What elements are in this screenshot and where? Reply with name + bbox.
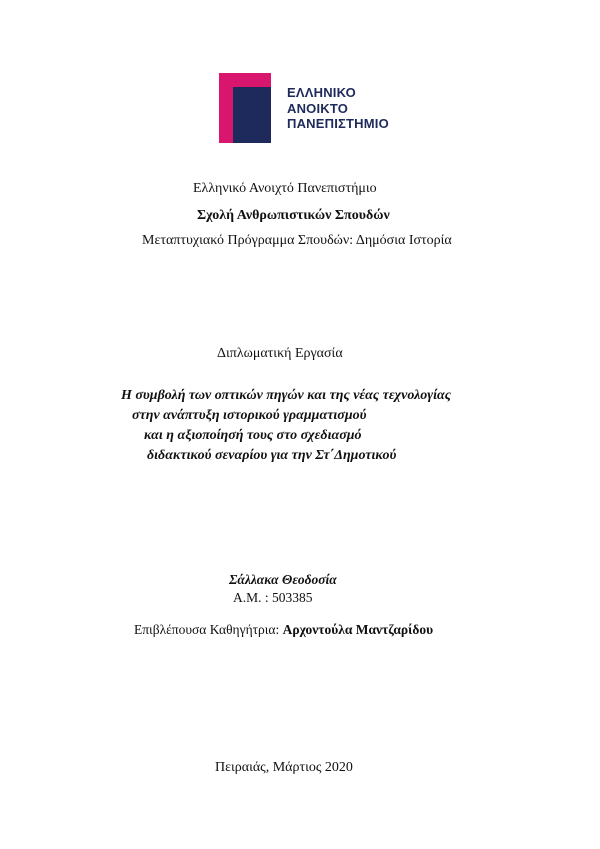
title-line-2: στην ανάπτυξη ιστορικού γραμματισμού	[132, 408, 367, 423]
logo-mark-icon	[219, 73, 281, 143]
supervisor-label: Επιβλέπουσα Καθηγήτρια:	[134, 622, 280, 637]
university-name: Ελληνικό Ανοιχτό Πανεπιστήμιο	[193, 181, 377, 196]
school-name: Σχολή Ανθρωπιστικών Σπουδών	[197, 208, 390, 223]
document-type: Διπλωματική Εργασία	[217, 346, 343, 361]
logo-wordmark	[287, 85, 389, 132]
author-name: Σάλλακα Θεοδοσία	[229, 572, 337, 587]
university-logo	[219, 73, 409, 143]
logo-line-1: ΕΛΛΗΝΙΚΟ	[287, 85, 356, 100]
place-date: Πειραιάς, Μάρτιος 2020	[215, 760, 353, 775]
supervisor-line	[134, 622, 433, 638]
student-id: Α.Μ. : 503385	[233, 590, 313, 605]
title-line-3: και η αξιοποίησή τους στο σχεδιασμό	[144, 428, 362, 443]
title-line-1: Η συμβολή των οπτικών πηγών και της νέας τεχνολογίας	[121, 388, 451, 403]
title-line-4: διδακτικού σεναρίου για την Στ΄Δημοτικού	[147, 448, 397, 463]
logo-line-2: ΑΝΟΙΚΤΟ	[287, 100, 349, 116]
program-name: Μεταπτυχιακό Πρόγραμμα Σπουδών: Δημόσια Ιστορία	[142, 233, 452, 248]
logo-line-3: ΠΑΝΕΠΙΣΤΗΜΙΟ	[287, 116, 389, 131]
supervisor-name: Αρχοντούλα Μαντζαρίδου	[282, 622, 434, 637]
